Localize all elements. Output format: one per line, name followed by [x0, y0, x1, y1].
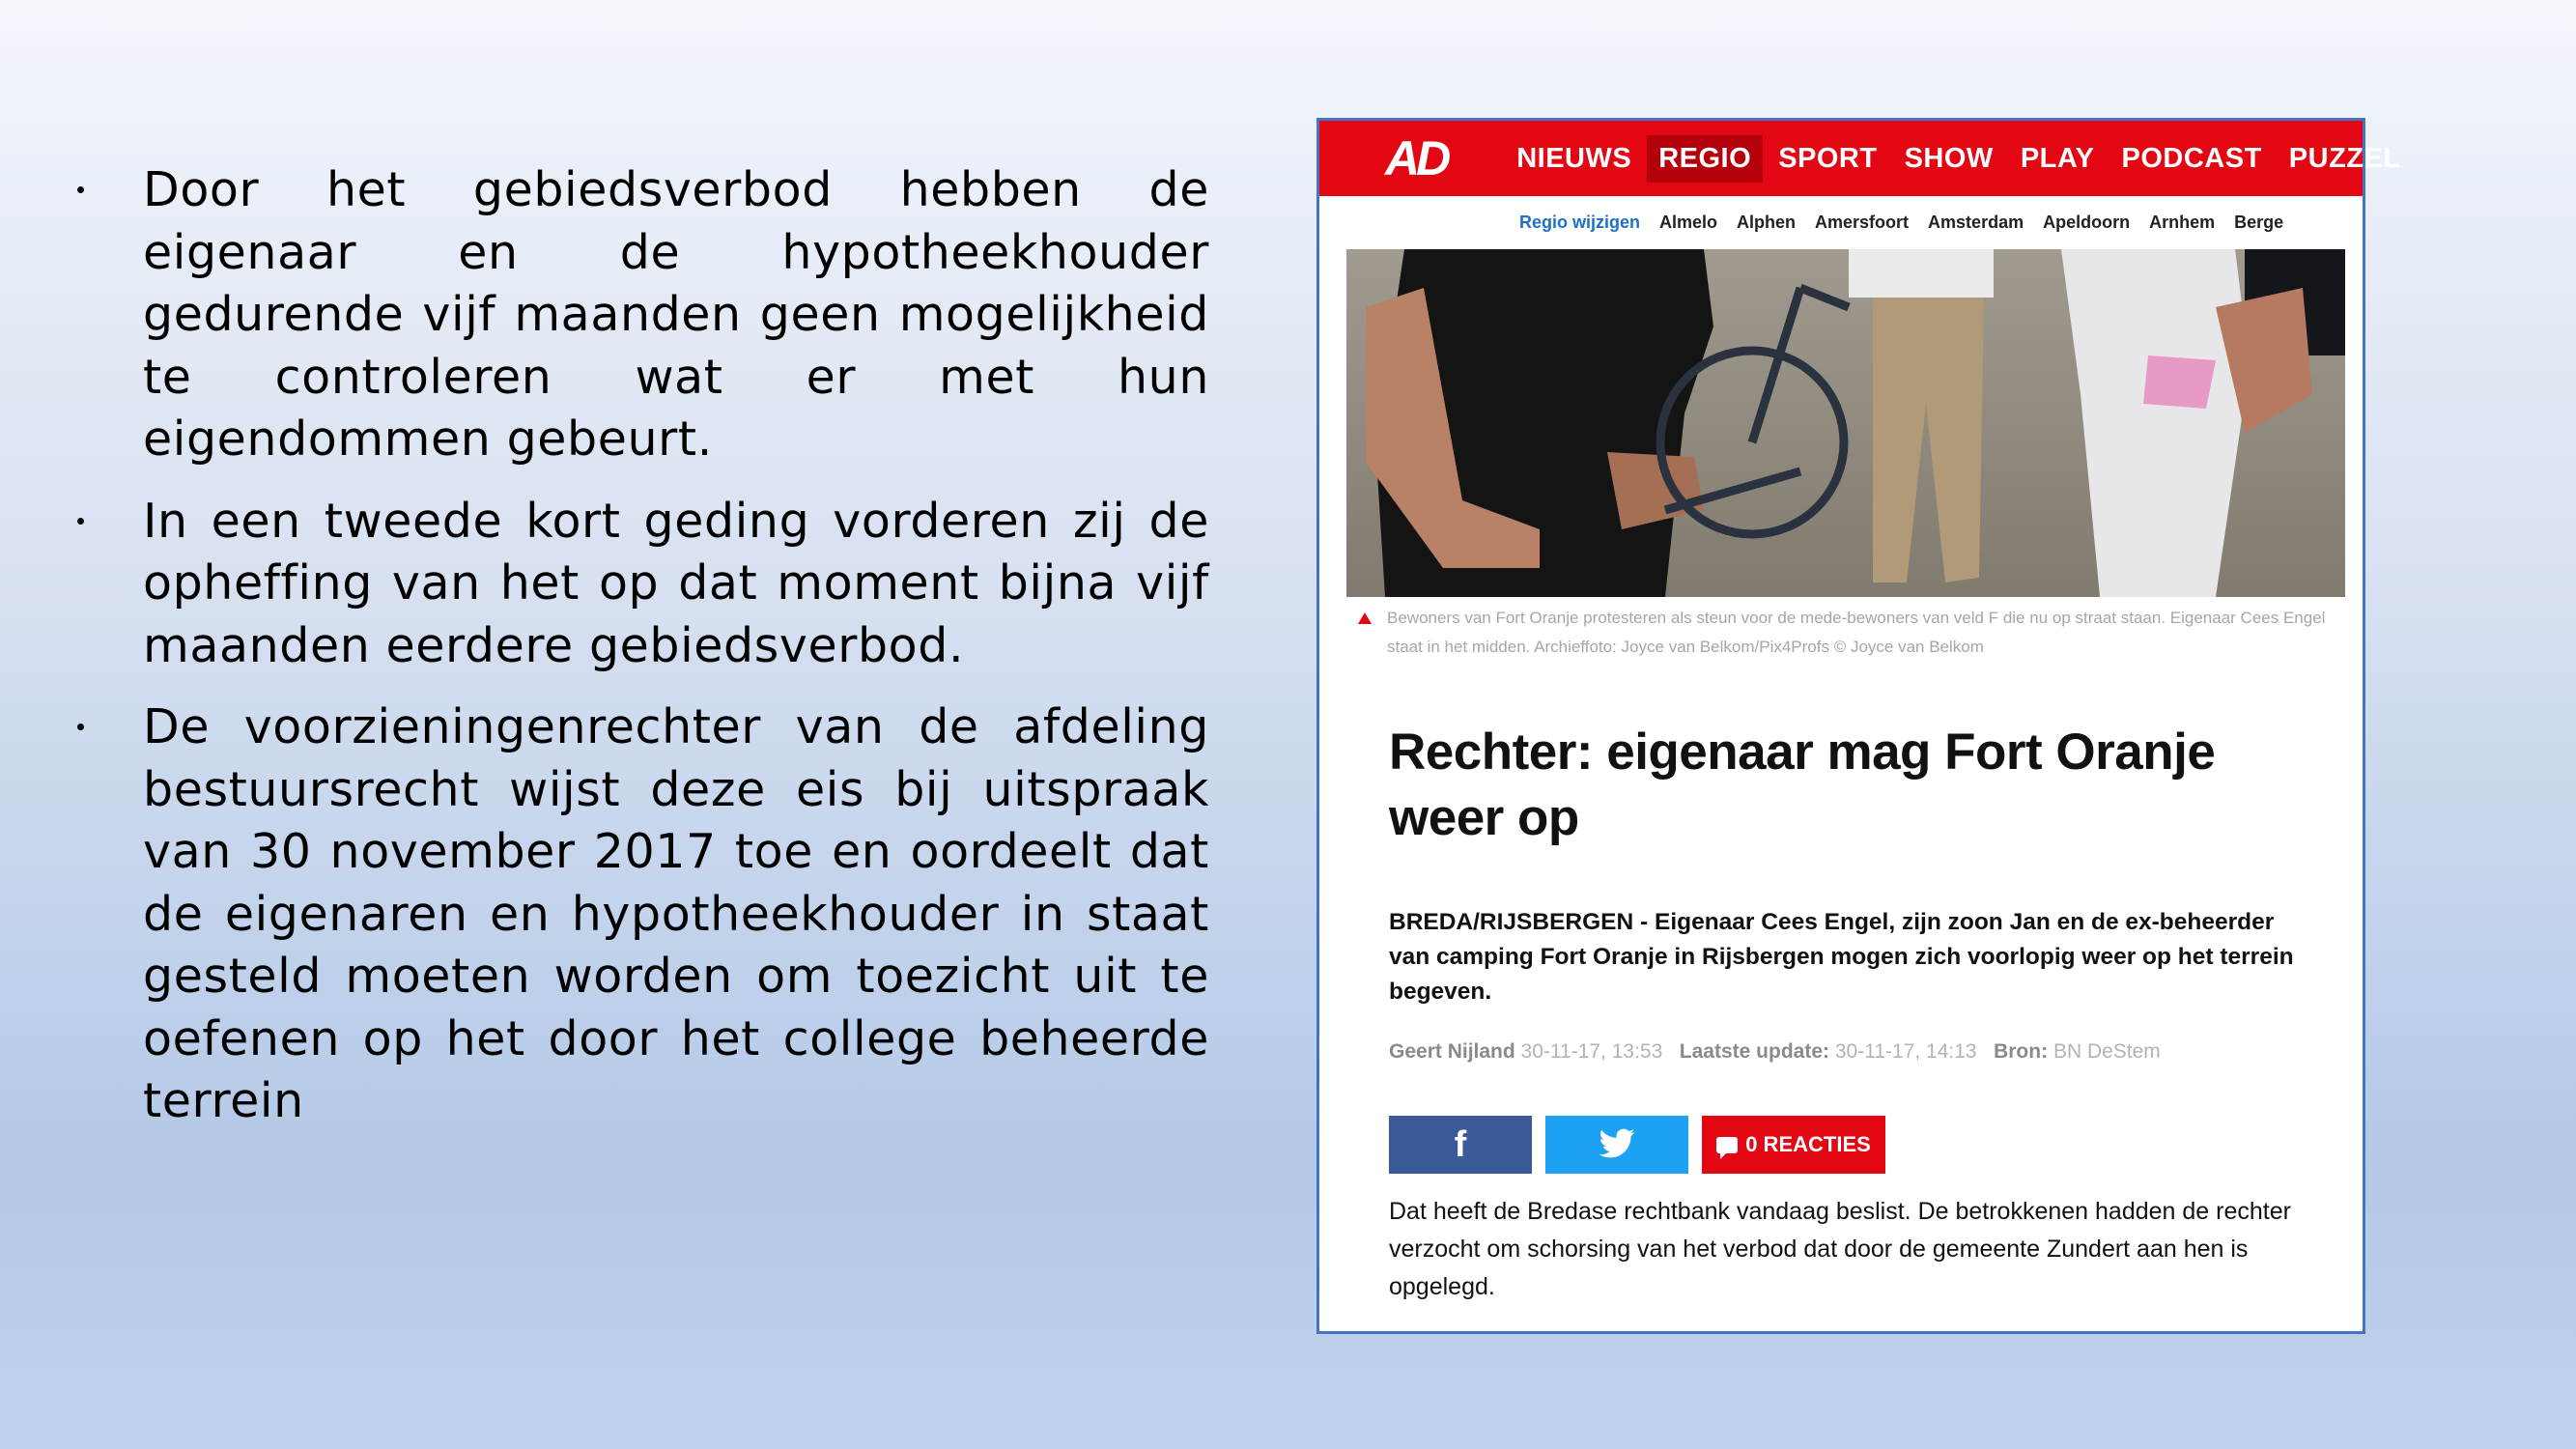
nav-item-sport[interactable]: SPORT — [1778, 142, 1878, 174]
nav-item-puzzel[interactable]: PUZZEL — [2288, 142, 2401, 174]
nav-item-regio[interactable]: REGIO — [1647, 135, 1763, 183]
bullet-item — [77, 159, 1209, 471]
reactions-button[interactable] — [1702, 1116, 1885, 1174]
nav-item-show[interactable]: SHOW — [1904, 142, 1994, 174]
subnav-item-amersfoort[interactable]: Amersfoort — [1815, 213, 1910, 232]
photo-caption — [1387, 604, 2343, 662]
nav-item-podcast[interactable]: PODCAST — [2121, 142, 2262, 174]
comment-bubble-icon — [1716, 1137, 1738, 1153]
article-headline: Rechter: eigenaar mag Fort Oranje weer op — [1389, 724, 2216, 846]
bullet-dot — [77, 518, 84, 525]
subnav-item-almelo[interactable]: Almelo — [1659, 213, 1718, 232]
facebook-share-button[interactable] — [1389, 1116, 1532, 1174]
caption-triangle-icon — [1358, 612, 1372, 624]
reactions-label: 0 REACTIES — [1745, 1132, 1871, 1156]
bullet-dot — [77, 186, 84, 193]
nav-item-nieuws[interactable]: NIEUWS — [1516, 142, 1632, 174]
byline-update-label: Laatste update: — [1679, 1040, 1829, 1063]
byline-date: 30-11-17, 13:53 — [1520, 1040, 1663, 1063]
byline-update: 30-11-17, 14:13 — [1834, 1040, 1977, 1063]
subnav-item-bergen[interactable]: Berge — [2234, 213, 2284, 232]
bullet-item — [77, 696, 1209, 1133]
bullet-list — [77, 159, 1209, 1152]
article-photo — [1346, 249, 2345, 597]
byline-author[interactable]: Geert Nijland — [1389, 1040, 1515, 1063]
bullet-text: De voorzieningenrechter van de afdeling bestuursrecht wijst deze eis bij uitspraak van 30 november 2017 toe en oordeelt dat de eigenaren en hypotheekhouder in staat gesteld moeten worden om toezicht uit te oefenen op het door het college beheerde terrein — [143, 699, 1209, 1128]
subnav-item-arnhem[interactable]: Arnhem — [2149, 213, 2216, 232]
article-lead: BREDA/RIJSBERGEN - Eigenaar Cees Engel, zijn zoon Jan en de ex-beheerder van camping Fort Oranje in Rijsbergen mogen zich voorlopig weer op het terrein begeven. — [1389, 909, 2294, 1005]
twitter-share-button[interactable] — [1545, 1116, 1688, 1174]
byline-source-label: Bron: — [1994, 1040, 2049, 1063]
bullet-text: Door het gebiedsverbod hebben de eigenaar en de hypotheekhouder gedurende vijf maanden geen mogelijkheid te controleren wat er met hun eigendommen gebeurt. — [143, 162, 1209, 467]
facebook-icon: f — [1454, 1123, 1467, 1165]
bullet-text: In een tweede kort geding vorderen zij de opheffing van het op dat moment bijna vijf maanden eerdere gebiedsverbod. — [143, 493, 1209, 673]
subnav-item-alphen[interactable]: Alphen — [1737, 213, 1797, 232]
share-bar — [1389, 1116, 1899, 1174]
subnav-item-amsterdam[interactable]: Amsterdam — [1928, 213, 2024, 232]
byline-source: BN DeStem — [2052, 1040, 2161, 1063]
region-subnav — [1319, 203, 2363, 242]
nav-item-play[interactable]: PLAY — [2020, 142, 2095, 174]
article-byline — [1389, 1040, 2335, 1064]
subnav-item-apeldoorn[interactable]: Apeldoorn — [2043, 213, 2131, 232]
article-body: Dat heeft de Bredase rechtbank vandaag beslist. De betrokkenen hadden de rechter verzocht om schorsing van het verbod dat door de gemeente Zundert aan hen is opgelegd. — [1389, 1198, 2291, 1300]
news-article-screenshot — [1316, 118, 2401, 1334]
bullet-item — [77, 491, 1209, 678]
top-navigation-bar — [1319, 121, 2401, 196]
ad-logo[interactable]: AD — [1385, 131, 1448, 185]
caption-text: Bewoners van Fort Oranje protesteren als steun voor de mede-bewoners van veld F die nu op straat staan. Eigenaar Cees Engel staat in het midden. Archieffoto: Joyce van Belkom/Pix4Profs © Joyce van Belkom — [1387, 609, 2326, 656]
twitter-bird-icon — [1598, 1128, 1636, 1161]
nav-menu — [1505, 135, 2416, 183]
bullet-dot — [77, 724, 84, 730]
subnav-regio-wijzigen[interactable]: Regio wijzigen — [1519, 213, 1641, 232]
